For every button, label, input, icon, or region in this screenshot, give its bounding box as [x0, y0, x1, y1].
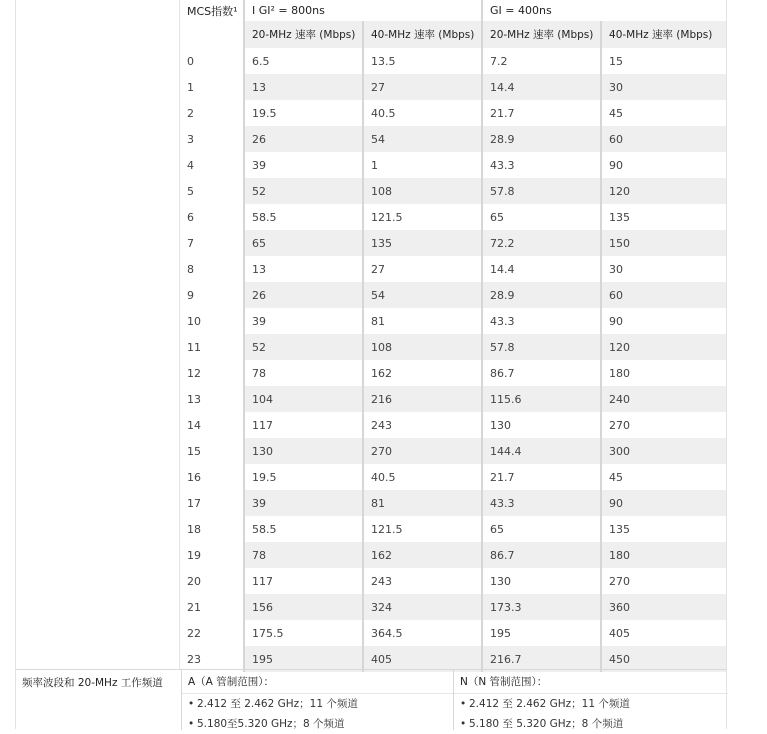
gi400-20mhz-cell: 195 [482, 620, 601, 646]
mcs-index-cell: 21 [180, 594, 244, 620]
gi800-20mhz-cell: 26 [244, 282, 363, 308]
gi400-20mhz-cell: 43.3 [482, 308, 601, 334]
band-n-item-text: 5.180 至 5.320 GHz；8 个频道 [469, 718, 624, 730]
gi400-40mhz-cell: 90 [601, 152, 727, 178]
band-n-column [453, 670, 728, 730]
gi400-20mhz-cell: 115.6 [482, 386, 601, 412]
gi800-20mhz-cell: 175.5 [244, 620, 363, 646]
gi800-20mhz-cell: 156 [244, 594, 363, 620]
gi800-40mhz-cell: 81 [363, 308, 482, 334]
table-row [180, 74, 727, 100]
gi400-40mhz-cell: 450 [601, 646, 727, 672]
table-row [180, 308, 727, 334]
table-row [180, 386, 727, 412]
gi800-40mhz-cell: 405 [363, 646, 482, 672]
gi400-20mhz-header: 20-MHz 速率 (Mbps) [482, 21, 601, 48]
gi400-40mhz-cell: 120 [601, 334, 727, 360]
gi400-20mhz-cell: 57.8 [482, 334, 601, 360]
mcs-index-cell: 12 [180, 360, 244, 386]
gi800-20mhz-cell: 19.5 [244, 100, 363, 126]
gi800-20mhz-cell: 117 [244, 568, 363, 594]
gi800-40mhz-cell: 364.5 [363, 620, 482, 646]
mcs-index-cell: 3 [180, 126, 244, 152]
gi400-40mhz-cell: 135 [601, 204, 727, 230]
gi400-40mhz-cell: 270 [601, 412, 727, 438]
gi800-40mhz-cell: 243 [363, 568, 482, 594]
gi800-20mhz-cell: 19.5 [244, 464, 363, 490]
table-right-border [726, 0, 727, 669]
gi800-20mhz-cell: 195 [244, 646, 363, 672]
gi400-40mhz-cell: 15 [601, 48, 727, 74]
table-row [180, 542, 727, 568]
mcs-index-cell: 0 [180, 48, 244, 74]
gi400-20mhz-cell: 72.2 [482, 230, 601, 256]
mcs-index-cell: 14 [180, 412, 244, 438]
gi400-40mhz-cell: 120 [601, 178, 727, 204]
mcs-index-cell: 18 [180, 516, 244, 542]
gi400-40mhz-header: 40-MHz 速率 (Mbps) [601, 21, 727, 48]
gi-400-header: GI = 400ns [482, 0, 727, 21]
table-row [180, 178, 727, 204]
mcs-subheader-blank [180, 21, 244, 48]
mcs-index-cell: 16 [180, 464, 244, 490]
gi400-20mhz-cell: 28.9 [482, 282, 601, 308]
gi400-20mhz-cell: 65 [482, 204, 601, 230]
gi800-40mhz-cell: 81 [363, 490, 482, 516]
gi400-20mhz-cell: 43.3 [482, 490, 601, 516]
gi400-20mhz-cell: 28.9 [482, 126, 601, 152]
table-row [180, 48, 727, 74]
bullet-icon: • [460, 718, 467, 730]
gi800-40mhz-cell: 243 [363, 412, 482, 438]
gi400-20mhz-cell: 130 [482, 568, 601, 594]
gi400-20mhz-cell: 65 [482, 516, 601, 542]
table-row [180, 516, 727, 542]
gi800-20mhz-cell: 104 [244, 386, 363, 412]
table-row [180, 204, 727, 230]
gi800-40mhz-cell: 1 [363, 152, 482, 178]
gi400-20mhz-cell: 216.7 [482, 646, 601, 672]
gi400-40mhz-cell: 60 [601, 126, 727, 152]
gi800-40mhz-cell: 108 [363, 178, 482, 204]
gi800-40mhz-cell: 108 [363, 334, 482, 360]
band-n-item-text: 2.412 至 2.462 GHz；11 个频道 [469, 698, 630, 710]
gi400-20mhz-cell: 7.2 [482, 48, 601, 74]
band-n-item [460, 714, 728, 734]
gi800-20mhz-cell: 52 [244, 178, 363, 204]
mcs-index-cell: 6 [180, 204, 244, 230]
gi800-40mhz-header: 40-MHz 速率 (Mbps) [363, 21, 482, 48]
band-n-item [460, 694, 728, 714]
gi400-20mhz-cell: 14.4 [482, 256, 601, 282]
table-row [180, 126, 727, 152]
table-row [180, 568, 727, 594]
gi800-40mhz-cell: 40.5 [363, 100, 482, 126]
gi400-40mhz-cell: 150 [601, 230, 727, 256]
mcs-index-cell: 23 [180, 646, 244, 672]
mcs-index-cell: 19 [180, 542, 244, 568]
mcs-index-cell: 5 [180, 178, 244, 204]
gi400-40mhz-cell: 240 [601, 386, 727, 412]
gi800-20mhz-cell: 26 [244, 126, 363, 152]
gi400-40mhz-cell: 135 [601, 516, 727, 542]
mcs-index-cell: 8 [180, 256, 244, 282]
mcs-index-header: MCS指数¹ [180, 0, 244, 21]
mcs-index-cell: 20 [180, 568, 244, 594]
band-a-item [188, 694, 453, 714]
gi400-20mhz-cell: 21.7 [482, 100, 601, 126]
gi400-20mhz-cell: 144.4 [482, 438, 601, 464]
band-a-title: A（A 管制范围）： [188, 676, 274, 688]
mcs-index-cell: 15 [180, 438, 244, 464]
table-row [180, 620, 727, 646]
mcs-index-cell: 11 [180, 334, 244, 360]
gi800-40mhz-cell: 162 [363, 360, 482, 386]
gi400-20mhz-cell: 86.7 [482, 542, 601, 568]
table-row [180, 100, 727, 126]
gi800-40mhz-cell: 121.5 [363, 204, 482, 230]
band-a-item [188, 714, 453, 734]
mcs-index-cell: 2 [180, 100, 244, 126]
gi800-40mhz-cell: 13.5 [363, 48, 482, 74]
gi800-20mhz-cell: 130 [244, 438, 363, 464]
gi800-40mhz-cell: 270 [363, 438, 482, 464]
gi400-20mhz-cell: 130 [482, 412, 601, 438]
band-n-title: N（N 管制范围）： [460, 676, 548, 688]
table-subheader-row [180, 21, 727, 48]
gi800-20mhz-cell: 39 [244, 152, 363, 178]
mcs-index-cell: 22 [180, 620, 244, 646]
table-row [180, 490, 727, 516]
table-row [180, 412, 727, 438]
frequency-band-label: 频率波段和 20-MHz 工作频道 [22, 677, 163, 689]
mcs-index-cell: 9 [180, 282, 244, 308]
gi800-20mhz-cell: 13 [244, 256, 363, 282]
table-row [180, 438, 727, 464]
gi800-40mhz-cell: 324 [363, 594, 482, 620]
gi800-20mhz-cell: 58.5 [244, 516, 363, 542]
gi800-40mhz-cell: 27 [363, 256, 482, 282]
gi800-20mhz-cell: 6.5 [244, 48, 363, 74]
band-a-column [181, 670, 453, 730]
gi400-20mhz-cell: 86.7 [482, 360, 601, 386]
gi400-40mhz-cell: 60 [601, 282, 727, 308]
gi400-40mhz-cell: 270 [601, 568, 727, 594]
gi800-40mhz-cell: 216 [363, 386, 482, 412]
bullet-icon: • [460, 698, 467, 710]
gi400-20mhz-cell: 57.8 [482, 178, 601, 204]
gi400-40mhz-cell: 90 [601, 490, 727, 516]
gi400-40mhz-cell: 405 [601, 620, 727, 646]
gi400-20mhz-cell: 173.3 [482, 594, 601, 620]
gi400-40mhz-cell: 30 [601, 256, 727, 282]
gi400-40mhz-cell: 45 [601, 100, 727, 126]
gi400-20mhz-cell: 14.4 [482, 74, 601, 100]
gi400-40mhz-cell: 180 [601, 542, 727, 568]
gi800-20mhz-cell: 117 [244, 412, 363, 438]
gi800-40mhz-cell: 27 [363, 74, 482, 100]
gi400-40mhz-cell: 90 [601, 308, 727, 334]
table-row [180, 594, 727, 620]
bullet-icon: • [188, 718, 195, 730]
mcs-index-cell: 1 [180, 74, 244, 100]
gi800-20mhz-cell: 58.5 [244, 204, 363, 230]
gi800-20mhz-header: 20-MHz 速率 (Mbps) [244, 21, 363, 48]
mcs-index-cell: 10 [180, 308, 244, 334]
gi800-20mhz-cell: 39 [244, 308, 363, 334]
table-row [180, 360, 727, 386]
gi800-40mhz-cell: 121.5 [363, 516, 482, 542]
gi400-40mhz-cell: 45 [601, 464, 727, 490]
gi800-20mhz-cell: 65 [244, 230, 363, 256]
table-row [180, 256, 727, 282]
band-a-item-text: 2.412 至 2.462 GHz；11 个频道 [197, 698, 358, 710]
data-rate-table [180, 0, 727, 672]
gi-800-header: I GI² = 800ns [244, 0, 482, 21]
gi400-40mhz-cell: 360 [601, 594, 727, 620]
table-row [180, 230, 727, 256]
gi800-40mhz-cell: 162 [363, 542, 482, 568]
left-label-column [15, 0, 180, 669]
gi800-40mhz-cell: 135 [363, 230, 482, 256]
table-header-row [180, 0, 727, 21]
bullet-icon: • [188, 698, 195, 710]
gi800-20mhz-cell: 13 [244, 74, 363, 100]
table-row [180, 334, 727, 360]
gi400-40mhz-cell: 300 [601, 438, 727, 464]
table-row [180, 282, 727, 308]
gi400-40mhz-cell: 30 [601, 74, 727, 100]
gi800-20mhz-cell: 78 [244, 542, 363, 568]
gi400-40mhz-cell: 180 [601, 360, 727, 386]
table-row [180, 152, 727, 178]
gi400-20mhz-cell: 43.3 [482, 152, 601, 178]
gi400-20mhz-cell: 21.7 [482, 464, 601, 490]
gi800-20mhz-cell: 52 [244, 334, 363, 360]
gi800-20mhz-cell: 78 [244, 360, 363, 386]
gi800-40mhz-cell: 54 [363, 126, 482, 152]
gi800-40mhz-cell: 54 [363, 282, 482, 308]
band-a-item-text: 5.180至5.320 GHz；8 个频道 [197, 718, 345, 730]
mcs-index-cell: 4 [180, 152, 244, 178]
mcs-index-cell: 13 [180, 386, 244, 412]
mcs-index-cell: 7 [180, 230, 244, 256]
table-row [180, 464, 727, 490]
frequency-band-section [15, 669, 727, 729]
gi800-20mhz-cell: 39 [244, 490, 363, 516]
mcs-index-cell: 17 [180, 490, 244, 516]
gi800-40mhz-cell: 40.5 [363, 464, 482, 490]
